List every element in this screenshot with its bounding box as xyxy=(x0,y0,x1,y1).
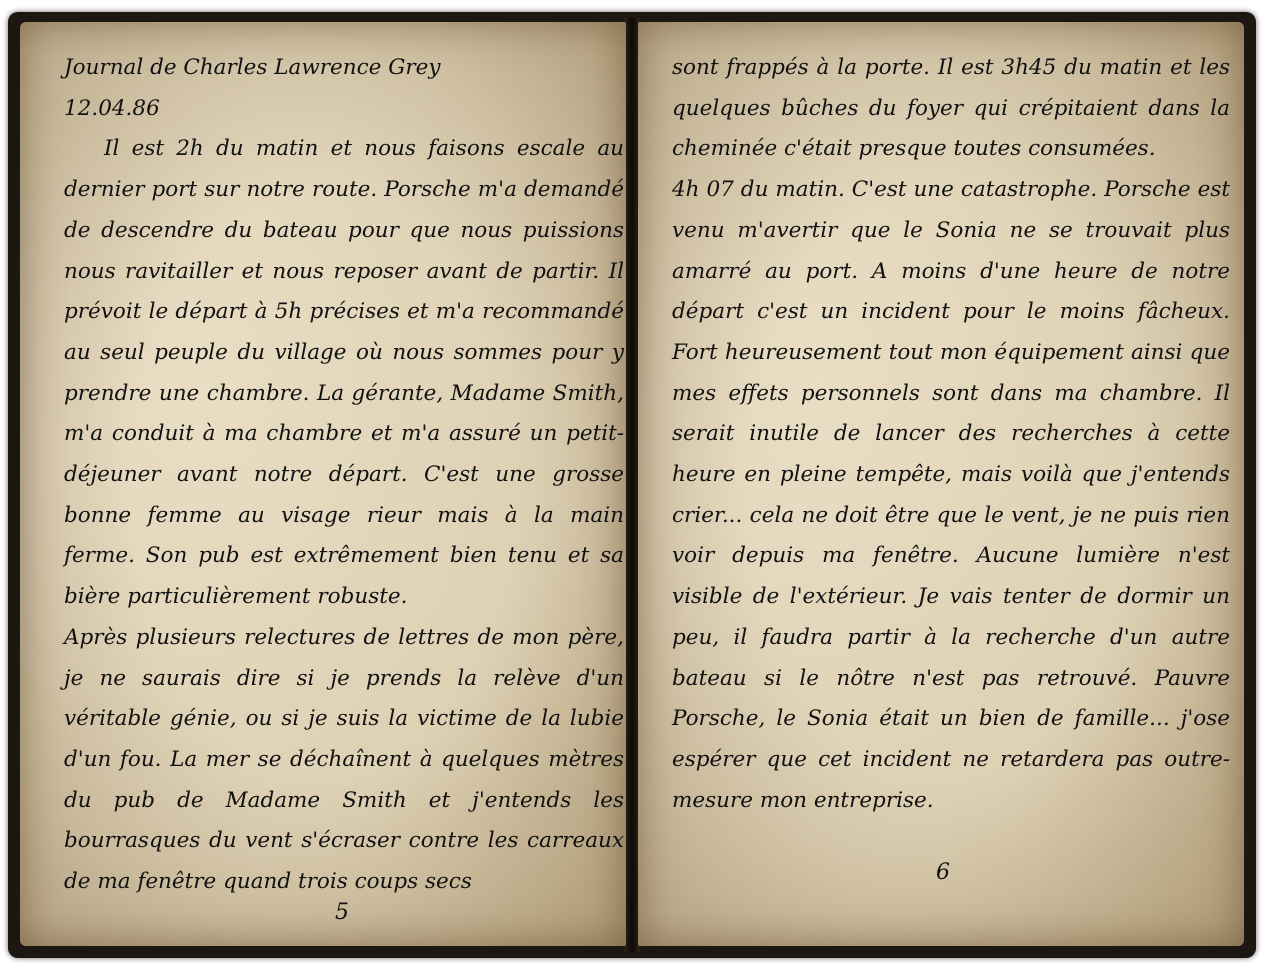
page-number-right: 6 xyxy=(936,860,950,885)
journal-date: 12.04.86 xyxy=(64,95,160,121)
open-journal-book xyxy=(8,12,1256,958)
left-page-text xyxy=(64,48,624,903)
left-paragraph-2: Après plusieurs relectures de lettres de mon père, je ne saurais dire si je prends la relève d'un véritable génie, ou si je suis la victime de la lubie d'un fou. La mer se déchaînent à quelques mètres du pub de Madame Smith et j'entends les bourrasques du vent s'écraser contre les carreaux de ma fenêtre quand trois coups secs xyxy=(64,624,624,895)
left-paragraph-1: Il est 2h du matin et nous faisons escale au dernier port sur notre route. Porsche m'a demandé de descendre du bateau pour que nous puissions nous ravitailler et nous reposer avant de partir. Il prévoit le départ à 5h précises et m'a recommandé au seul peuple du village où nous sommes pour y prendre une chambre. La gérante, Madame Smith, m'a conduit à ma chambre et m'a assuré un petit-déjeuner avant notre départ. C'est une grosse bonne femme au visage rieur mais à la main ferme. Son pub est extrêmement bien tenu et sa bière particulièrement robuste. xyxy=(64,136,624,610)
right-paragraph-1: sont frappés à la porte. Il est 3h45 du matin et les quelques bûches du foyer qui crépitaient dans la cheminée c'était presque toutes consumées. xyxy=(672,55,1230,162)
page-number-left: 5 xyxy=(335,900,349,925)
right-page xyxy=(638,22,1244,946)
right-paragraph-2: 4h 07 du matin. C'est une catastrophe. Porsche est venu m'avertir que le Sonia ne se trouvait plus amarré au port. A moins d'une heure de notre départ c'est un incident pour le moins fâcheux. Fort heureusement tout mon équipement ainsi que mes effets personnels sont dans ma chambre. Il serait inutile de lancer des recherches à cette heure en pleine tempête, mais voilà que j'entends crier... cela ne doit être que le vent, je ne puis rien voir depuis ma fenêtre. Aucune lumière n'est visible de l'extérieur. Je vais tenter de dormir un peu, il faudra partir à la recherche d'un autre bateau si le nôtre n'est pas retrouvé. Pauvre Porsche, le Sonia était un bien de famille... j'ose espérer que cet incident ne retardera pas outre-mesure mon entreprise. xyxy=(672,177,1230,813)
right-page-text xyxy=(672,48,1230,821)
journal-title: Journal de Charles Lawrence Grey xyxy=(64,55,441,80)
left-page xyxy=(20,22,626,946)
